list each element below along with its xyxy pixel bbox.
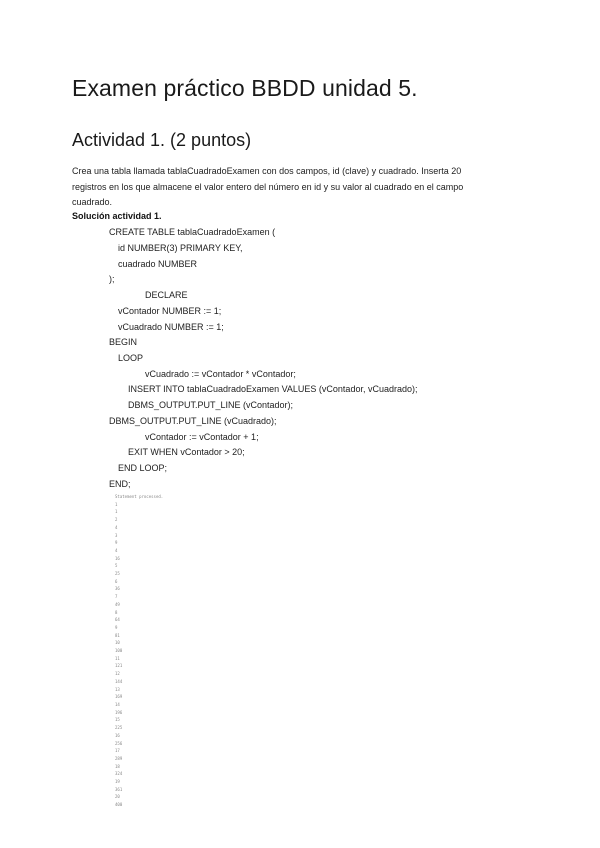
output-line: 169 <box>115 694 123 700</box>
output-line: 4 <box>115 524 118 530</box>
output-line: 5 <box>115 563 118 569</box>
output-line: 7 <box>115 594 118 600</box>
code-line: DECLARE <box>145 290 188 300</box>
code-line: ); <box>109 274 115 284</box>
code-line: cuadrado NUMBER <box>118 259 198 269</box>
output-line: 8 <box>115 609 118 615</box>
output-line: 100 <box>115 648 123 654</box>
code-line: BEGIN <box>109 337 138 347</box>
statement-line: Crea una tabla llamada tablaCuadradoExamen con dos campos, id (clave) y cuadrado. Inserta 20 <box>72 166 462 176</box>
output-line: 1 <box>115 501 118 507</box>
output-line: 289 <box>115 755 123 761</box>
output-line: 49 <box>115 601 120 607</box>
code-line: INSERT INTO tablaCuadradoExamen VALUES (vContador, vCuadrado); <box>128 384 418 394</box>
code-line: DBMS_OUTPUT.PUT_LINE (vContador); <box>128 400 294 410</box>
output-line: 2 <box>115 517 118 523</box>
output-line: 10 <box>115 640 120 646</box>
output-line: 196 <box>115 709 123 715</box>
output-line: 36 <box>115 586 120 592</box>
solution-label: Solución actividad 1. <box>72 211 162 221</box>
code-line: EXIT WHEN vContador > 20; <box>128 447 245 457</box>
activity-heading: Actividad 1. (2 puntos) <box>72 130 252 150</box>
statement-line: cuadrado. <box>72 197 113 207</box>
output-line: 14 <box>115 701 120 707</box>
output-line: 20 <box>115 794 120 800</box>
statement-line: registros en los que almacene el valor entero del número en id y su valor al cuadrado en el campo <box>72 181 464 192</box>
code-line: vContador := vContador + 1; <box>145 432 259 442</box>
output-line: 11 <box>115 655 120 661</box>
code-line: vContador NUMBER := 1; <box>118 306 222 316</box>
output-line: 15 <box>115 717 120 723</box>
code-line: END; <box>109 479 131 489</box>
code-line: CREATE TABLE tablaCuadradoExamen ( <box>109 227 276 237</box>
output-line: 64 <box>115 617 120 623</box>
output-lines <box>115 501 195 809</box>
output-line: 16 <box>115 555 120 561</box>
output-line: 13 <box>115 686 120 692</box>
output-line: 17 <box>115 748 120 754</box>
output-screenshot <box>115 493 195 809</box>
activity-statement <box>72 164 532 211</box>
output-line: 256 <box>115 740 123 746</box>
output-header: Statement processed. <box>115 494 164 499</box>
output-line: 6 <box>115 578 118 584</box>
output-line: 361 <box>115 786 123 792</box>
output-line: 12 <box>115 671 120 677</box>
output-line: 1 <box>115 509 118 515</box>
output-line: 18 <box>115 763 120 769</box>
output-line: 81 <box>115 632 120 638</box>
output-line: 9 <box>115 624 118 630</box>
code-line: id NUMBER(3) PRIMARY KEY, <box>118 243 243 253</box>
code-line: vCuadrado := vContador * vContador; <box>145 369 296 379</box>
code-line: END LOOP; <box>118 463 168 473</box>
output-line: 121 <box>115 663 123 669</box>
output-line: 144 <box>115 678 123 684</box>
output-line: 16 <box>115 732 120 738</box>
code-line: vCuadrado NUMBER := 1; <box>118 322 224 332</box>
output-line: 324 <box>115 771 123 777</box>
code-line: DBMS_OUTPUT.PUT_LINE (vCuadrado); <box>109 416 277 426</box>
output-line: 400 <box>115 802 123 808</box>
output-line: 9 <box>115 540 118 546</box>
output-line: 25 <box>115 571 120 577</box>
output-line: 3 <box>115 532 118 538</box>
output-line: 4 <box>115 547 118 553</box>
document-title: Examen práctico BBDD unidad 5. <box>72 75 418 101</box>
output-line: 19 <box>115 779 120 785</box>
code-line: LOOP <box>118 353 144 363</box>
output-line: 225 <box>115 725 123 731</box>
